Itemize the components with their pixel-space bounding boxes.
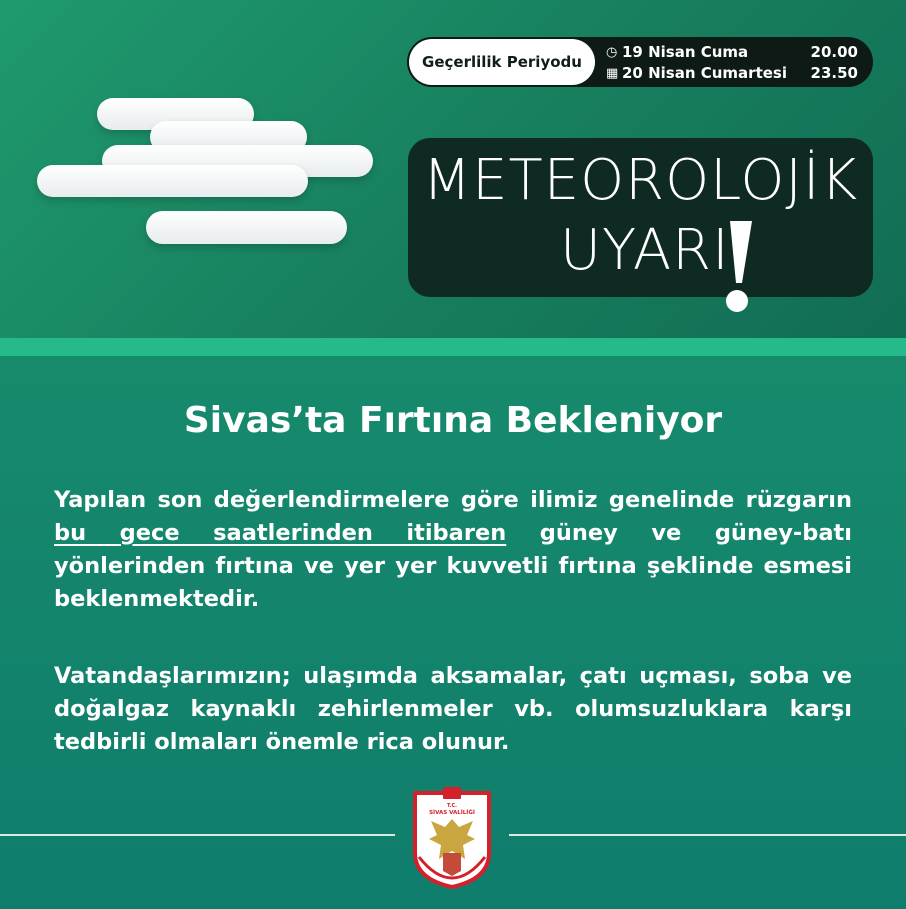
footer-divider-left <box>0 834 395 836</box>
svg-text:SİVAS VALİLİĞİ: SİVAS VALİLİĞİ <box>429 810 475 816</box>
paragraph-forecast-highlight: bu gece saatlerinden itibaren <box>54 520 507 546</box>
paragraph-forecast-end: güney ve güney-batı yönlerinden fırtına ve yer yer kuvvetli fırtına şeklinde esmesi beklenmektedir. <box>54 520 852 612</box>
paragraph-advice: Vatandaşlarımızın; ulaşımda aksamalar, çatı uçması, soba ve doğalgaz kaynaklı zehirlenmeler vb. olumsuzluklara karşı tedbirli olmaları önemle rica olunur. <box>54 663 852 755</box>
wind-cloud-bar <box>37 165 308 197</box>
validity-period-label: Geçerlilik Periyodu <box>409 39 595 85</box>
alert-title-line1: METEOROLOJİK <box>422 148 859 213</box>
period-end-day: 20 Nisan Cumartesi <box>622 64 787 82</box>
wind-cloud-bar <box>146 211 347 244</box>
paragraph-forecast-start: Yapılan son değerlendirmelere göre ilimiz genelinde rüzgarın <box>54 487 852 513</box>
headline: Sivas’ta Fırtına Bekleniyor <box>183 400 723 441</box>
period-end-row <box>606 62 858 84</box>
accent-band <box>0 338 906 356</box>
calendar-icon: ▦ <box>606 65 619 81</box>
period-end-time: 23.50 <box>810 64 858 82</box>
exclamation-icon <box>722 221 756 315</box>
footer-divider-right <box>509 834 906 836</box>
paragraph-forecast <box>54 484 852 616</box>
period-start-day: 19 Nisan Cuma <box>622 43 749 61</box>
clock-icon: ◷ <box>606 44 618 60</box>
period-start-row <box>606 41 858 63</box>
alert-title-line2: UYARI <box>560 218 730 283</box>
period-start-time: 20.00 <box>810 43 858 61</box>
svg-text:T.C.: T.C. <box>446 803 458 809</box>
sivas-valiligi-emblem <box>413 787 491 889</box>
